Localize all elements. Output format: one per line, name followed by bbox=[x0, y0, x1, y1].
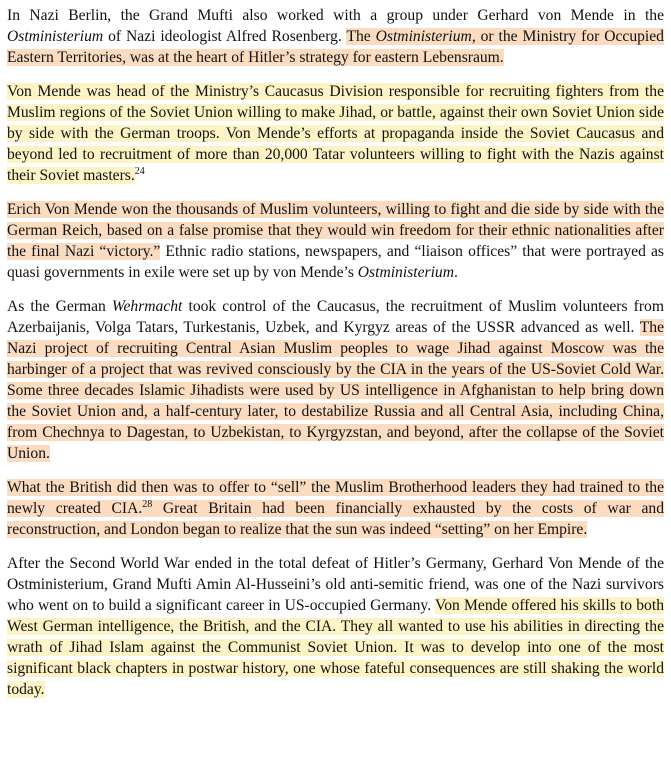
p3-end: . bbox=[453, 264, 458, 281]
p2-highlight: Von Mende was head of the Ministry’s Caucasus Division responsible for recruiting fighters from the Muslim regions of the Soviet Union willing to make Jihad, or battle, against their own Soviet Union side by side with the German troops. Von Mende’s efforts at propaganda inside the Soviet Caucasus and beyond led to recruitment of more than 20,000 Tatar volunteers willing to fight with the Nazis against their Soviet masters. bbox=[7, 83, 664, 184]
paragraph-5 bbox=[7, 477, 664, 540]
p6-highlight: Von Mende offered his skills to both West German intelligence, the British, and the CIA. They all wanted to use his abilities in directing the wrath of Jihad Islam against the Communist Soviet Union. It was to develop into one of the most significant black chapters in postwar history, one whose fateful consequences are still shaking the world today. bbox=[7, 597, 664, 698]
p4-highlight: The Nazi project of recruiting Central Asian Muslim peoples to wage Jihad against Moscow was the harbinger of a project that was revived consciously by the CIA in the years of the US-Soviet Cold War. Some three decades Islamic Jihadists were used by US intelligence in Afghanistan to help bring down the Soviet Union and, a half-century later, to destabilize Russia and all Central Asia, including China, from Chechnya to Dagestan, to Uzbekistan, to Kyrgyzstan, and beyond, after the collapse of the Soviet Union. bbox=[7, 319, 664, 462]
p4-wehrmacht: Wehrmacht bbox=[111, 298, 183, 315]
paragraph-4 bbox=[7, 296, 664, 464]
p5-highlight bbox=[7, 479, 664, 538]
p3-text: Ethnic radio stations, newspapers, and “liaison offices” that were portrayed as quasi governments in exile were set up by von Mende’s bbox=[7, 243, 665, 281]
p5-text-b: Great Britain had been financially exhausted by the costs of war and reconstruction, and London began to realize that the sun was indeed “setting” on her Empire. bbox=[7, 500, 664, 538]
p3-ostministerium: Ostministerium bbox=[357, 264, 454, 281]
p1-highlight-b: , or the Ministry for Occupied Eastern Territories, was at the heart of Hitler’s strategy for eastern Lebensraum. bbox=[7, 28, 664, 66]
p4-text-b: took control of the Caucasus, the recruitment of Muslim volunteers from Azerbaijanis, Volga Tatars, Turkestanis, Uzbek, and Kyrgyz areas of the USSR advanced as well. bbox=[7, 298, 664, 336]
p1-highlight-ital: Ostministerium bbox=[375, 28, 472, 45]
p1-highlight-a: The bbox=[346, 28, 376, 45]
p6-text: After the Second World War ended in the total defeat of Hitler’s Germany, Gerhard Von Mende of the Ostministerium, Grand Mufti Amin Al-Husseini’s old anti-semitic friend, was one of the Nazi survivors who went on to build a significant career in US-occupied Germany. bbox=[7, 555, 664, 614]
p3-highlight: Erich Von Mende won the thousands of Muslim volunteers, willing to fight and die side by side with the German Reich, based on a false promise that they would win freedom for their ethnic nationalities after the final Nazi “victory.” bbox=[7, 201, 664, 260]
p5-text-a: What the British did then was to offer to “sell” the Muslim Brotherhood leaders they had trained to the newly created CIA. bbox=[7, 479, 664, 517]
paragraph-6 bbox=[7, 553, 664, 700]
p1-ostministerium: Ostministerium bbox=[7, 28, 104, 45]
paragraph-1 bbox=[7, 5, 664, 68]
footnote-24: 24 bbox=[134, 166, 145, 177]
paragraph-3 bbox=[7, 199, 664, 283]
paragraph-2 bbox=[7, 81, 664, 186]
p4-text-a: As the German bbox=[7, 298, 112, 315]
p1-text-a: In Nazi Berlin, the Grand Mufti also worked with a group under Gerhard von Mende in the bbox=[7, 7, 664, 24]
footnote-28: 28 bbox=[142, 499, 153, 510]
p1-text-b: of Nazi ideologist Alfred Rosenberg. bbox=[103, 28, 347, 45]
